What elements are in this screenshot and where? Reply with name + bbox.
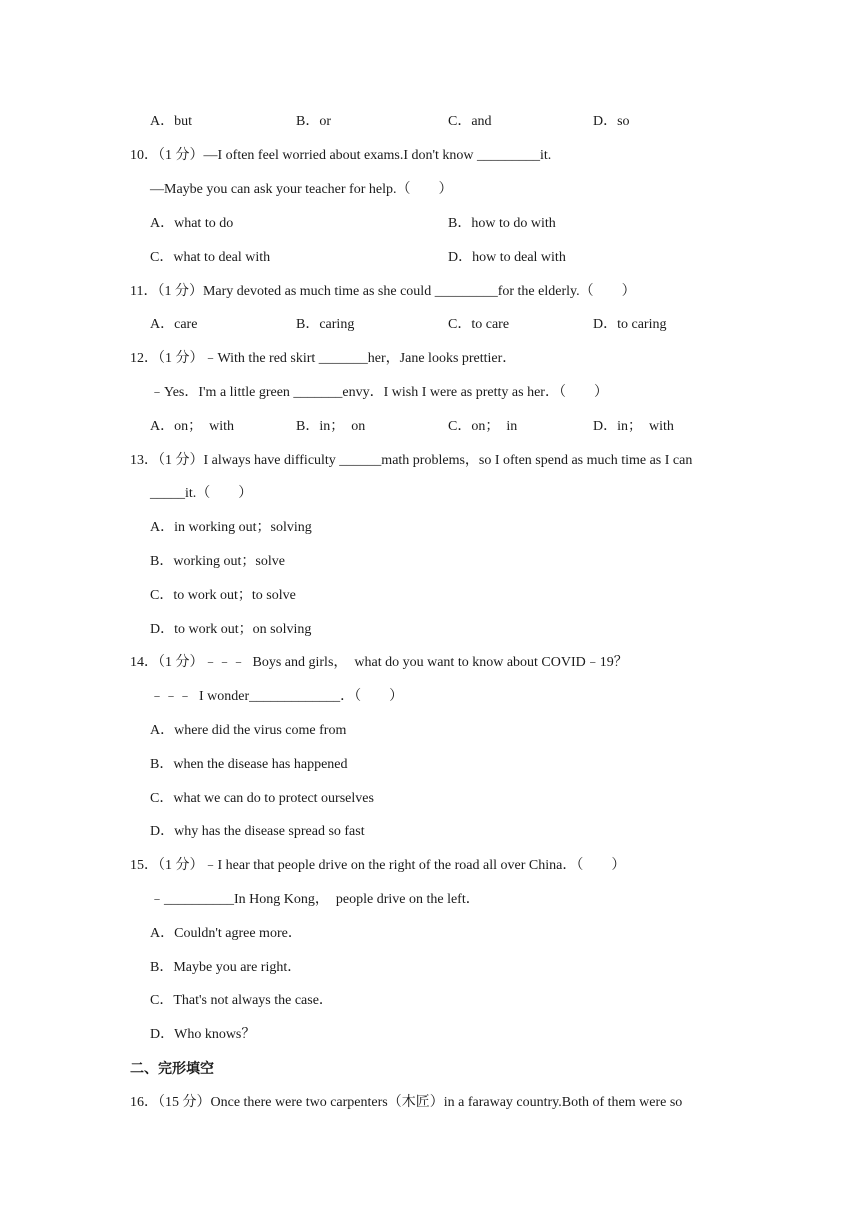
q11-option-c[interactable]: C．to care <box>448 317 510 332</box>
q10-option-c[interactable]: C．what to deal with <box>150 250 271 265</box>
q12-option-a[interactable]: A．on； with <box>150 419 234 434</box>
q12-stem: 12．（1 分）﹣With the red skirt _______her，Jane looks prettier． <box>130 351 517 366</box>
q13-option-b[interactable]: B．working out；solve <box>150 554 285 569</box>
section-heading-cloze: 二、完形填空 <box>130 1061 214 1077</box>
q14-option-c[interactable]: C．what we can do to protect ourselves <box>150 791 374 806</box>
q11-option-b[interactable]: B．caring <box>296 317 355 332</box>
q11-option-d[interactable]: D．to caring <box>593 317 667 332</box>
q13-option-d[interactable]: D．to work out；on solving <box>150 622 312 637</box>
q12-option-d[interactable]: D．in； with <box>593 419 674 434</box>
q10-option-d[interactable]: D．how to deal with <box>448 250 566 265</box>
q14-option-d[interactable]: D．why has the disease spread so fast <box>150 824 365 839</box>
q10-stem-line2: —Maybe you can ask your teacher for help.（ ） <box>150 182 453 197</box>
q12-stem-line2: ﹣Yes．I'm a little green _______envy．I wish I were as pretty as her．（ ） <box>150 385 608 400</box>
q9-option-c[interactable]: C．and <box>448 114 492 129</box>
q16-stem: 16．（15 分）Once there were two carpenters（木匠）in a faraway country.Both of them were so <box>130 1095 683 1110</box>
q11-option-a[interactable]: A．care <box>150 317 198 332</box>
q11-stem: 11．（1 分）Mary devoted as much time as she could _________for the elderly.（ ） <box>130 284 636 299</box>
q15-option-a[interactable]: A．Couldn't agree more． <box>150 926 302 941</box>
q12-option-c[interactable]: C．on； in <box>448 419 518 434</box>
q9-option-b[interactable]: B．or <box>296 114 331 129</box>
q10-option-b[interactable]: B．how to do with <box>448 216 556 231</box>
q15-option-d[interactable]: D．Who knows？ <box>150 1027 256 1042</box>
q13-option-c[interactable]: C．to work out；to solve <box>150 588 296 603</box>
q12-option-b[interactable]: B．in； on <box>296 419 366 434</box>
q15-stem-line2: ﹣__________In Hong Kong， people drive on the left． <box>150 892 480 907</box>
q13-option-a[interactable]: A．in working out；solving <box>150 520 312 535</box>
q13-stem: 13．（1 分）I always have difficulty ______math problems，so I often spend as much time as I can <box>130 453 693 468</box>
q10-stem: 10．（1 分）—I often feel worried about exams.I don't know _________it. <box>130 148 552 163</box>
q9-option-d[interactable]: D．so <box>593 114 630 129</box>
q14-stem: 14．（1 分）﹣﹣﹣ Boys and girls， what do you want to know about COVID﹣19？ <box>130 655 628 670</box>
q14-stem-line2: ﹣﹣﹣ I wonder_____________．（ ） <box>150 689 404 704</box>
q15-option-b[interactable]: B．Maybe you are right． <box>150 960 302 975</box>
q14-option-b[interactable]: B．when the disease has happened <box>150 757 348 772</box>
q15-stem: 15．（1 分）﹣I hear that people drive on the right of the road all over China．（ ） <box>130 858 626 873</box>
q15-option-c[interactable]: C．That's not always the case． <box>150 993 333 1008</box>
q10-option-a[interactable]: A．what to do <box>150 216 234 231</box>
q14-option-a[interactable]: A．where did the virus come from <box>150 723 347 738</box>
q13-stem-line2: _____it.（ ） <box>150 486 253 501</box>
q9-option-a[interactable]: A．but <box>150 114 192 129</box>
